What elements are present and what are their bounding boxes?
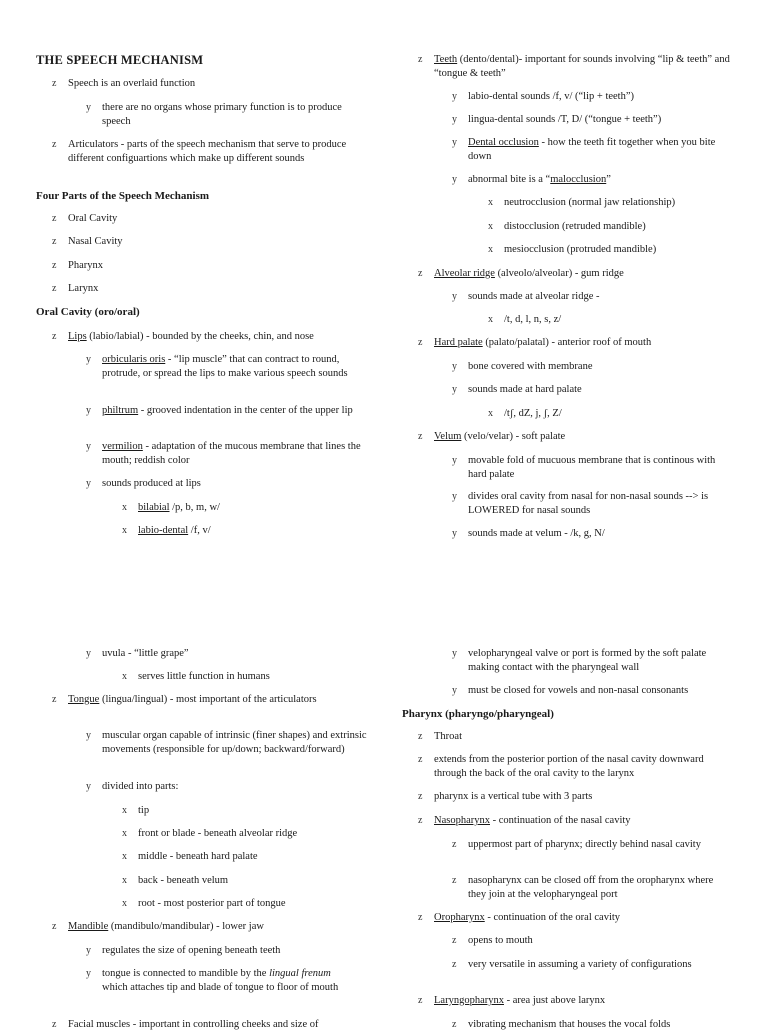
term: Alveolar ridge	[434, 268, 495, 279]
list-item	[452, 934, 732, 948]
list-item	[452, 874, 732, 902]
list-item	[452, 527, 732, 541]
list-item	[86, 353, 362, 381]
item-text: Articulators - parts of the speech mechanism that serve to produce different configuartions which make up different sounds	[68, 139, 347, 164]
list-item	[488, 243, 732, 257]
term: bilabial	[138, 502, 170, 513]
list-item	[452, 360, 732, 374]
item-text: there are no organs whose primary function is to produce speech	[102, 102, 342, 127]
bullet-y: y	[452, 91, 457, 102]
bullet-y: y	[86, 478, 91, 489]
list-item	[52, 212, 352, 226]
list-item	[86, 729, 368, 757]
item-text: - continuation of the nasal cavity	[490, 815, 631, 826]
bullet-y: y	[86, 730, 91, 741]
list-item	[86, 101, 362, 129]
item-text: middle - beneath hard palate	[138, 851, 258, 862]
item-text: bone covered with membrane	[468, 361, 593, 372]
list-item	[52, 920, 362, 934]
item-text: muscular organ capable of intrinsic (finer shapes) and extrinsic movements (responsible for up/down; backward/forward)	[102, 730, 367, 755]
item-text: extends from the posterior portion of the nasal cavity downward through the back of the oral cavity to the larynx	[434, 754, 704, 779]
item-text: (labio/labial) - bounded by the cheeks, chin, and nose	[86, 331, 314, 342]
list-item	[86, 404, 362, 418]
item-text: Nasal Cavity	[68, 236, 123, 247]
list-item	[418, 994, 730, 1008]
list-item	[418, 267, 730, 281]
item-text: sounds produced at lips	[102, 478, 201, 489]
list-item	[52, 259, 352, 273]
item-text: back - beneath velum	[138, 875, 229, 886]
bullet-z: z	[452, 839, 457, 850]
term: malocclusion	[550, 174, 607, 185]
item-text: which attaches tip and blade of tongue to floor of mouth	[102, 982, 339, 993]
bullet-z: z	[418, 731, 423, 742]
list-item	[122, 897, 362, 911]
section-heading: Four Parts of the Speech Mechanism	[36, 190, 210, 202]
bullet-y: y	[86, 968, 91, 979]
bullet-x: x	[488, 197, 493, 208]
list-item	[52, 330, 372, 344]
list-item	[418, 730, 730, 744]
bullet-x: x	[122, 851, 127, 862]
bullet-y: y	[86, 945, 91, 956]
list-item	[52, 282, 352, 296]
list-item	[122, 850, 362, 864]
term: labio-dental	[138, 525, 189, 536]
list-item	[488, 196, 732, 210]
bullet-y: y	[86, 405, 91, 416]
list-item	[488, 407, 732, 421]
list-item	[122, 804, 362, 818]
item-text: neutrocclusion (normal jaw relationship)	[504, 197, 676, 208]
bullet-z: z	[52, 260, 57, 271]
item-text: Pharynx	[68, 260, 103, 271]
bullet-y: y	[452, 174, 457, 185]
item-text: Facial muscles - important in controlling cheeks and size of	[68, 1019, 319, 1030]
list-item	[418, 336, 730, 350]
term: Tongue	[68, 694, 100, 705]
item-text: sounds made at velum - /k, g, N/	[468, 528, 605, 539]
item-text: /p, b, m, w/	[169, 502, 220, 513]
list-item	[86, 477, 362, 491]
term: Teeth	[434, 54, 458, 65]
item-text: front or blade - beneath alveolar ridge	[138, 828, 298, 839]
list-item	[418, 430, 730, 444]
item-text: (mandibulo/mandibular) - lower jaw	[108, 921, 264, 932]
item-text: labio-dental sounds /f, v/ (“lip + teeth”)	[468, 91, 635, 102]
item-text: (palato/palatal) - anterior roof of mouth	[482, 337, 652, 348]
item-text: - “lip muscle” that can contract to round, protrude, or spread the lips to make various speech sounds	[102, 354, 348, 379]
item-text: velopharyngeal valve or port is formed by the soft palate making contact with the pharyngeal wall	[468, 648, 707, 673]
item-text: - adaptation of the mucous membrane that lines the mouth; reddish color	[102, 441, 361, 466]
list-item	[52, 235, 352, 249]
item-text: - area just above larynx	[503, 995, 606, 1006]
bullet-z: z	[52, 236, 57, 247]
term: Mandible	[68, 921, 109, 932]
item-text: root - most posterior part of tongue	[138, 898, 286, 909]
list-item	[452, 136, 732, 164]
list-item	[418, 911, 730, 925]
item-text: Speech is an overlaid function	[68, 78, 196, 89]
bullet-z: z	[52, 921, 57, 932]
bullet-z: z	[52, 283, 57, 294]
item-text: - continuation of the oral cavity	[484, 912, 621, 923]
item-text: very versatile in assuming a variety of configurations	[468, 959, 692, 970]
term: vermilion	[102, 441, 143, 452]
list-item	[452, 958, 702, 972]
list-item	[452, 290, 732, 304]
item-text: uppermost part of pharynx; directly behind nasal cavity	[468, 839, 701, 850]
bullet-z: z	[418, 268, 423, 279]
list-item	[86, 440, 362, 468]
list-item	[488, 313, 732, 327]
item-text: - how the teeth fit together when you bite down	[468, 137, 716, 162]
item-text: Oral Cavity	[68, 213, 118, 224]
term: Velum	[434, 431, 462, 442]
item-text: pharynx is a vertical tube with 3 parts	[434, 791, 593, 802]
term: philtrum	[102, 405, 139, 416]
item-text: serves little function in humans	[138, 671, 270, 682]
list-item	[452, 838, 728, 852]
item-text: mesiocclusion (protruded mandible)	[504, 244, 657, 255]
bullet-y: y	[86, 354, 91, 365]
item-text: tip	[138, 805, 150, 816]
item-text: lingua-dental sounds /T, D/ (“tongue + teeth”)	[468, 114, 662, 125]
bullet-z: z	[418, 54, 423, 65]
bullet-z: z	[418, 912, 423, 923]
section-heading: Pharynx (pharyngo/pharyngeal)	[402, 708, 554, 720]
bullet-x: x	[122, 502, 127, 513]
item-text: divides oral cavity from nasal for non-nasal sounds --> is LOWERED for nasal sounds	[468, 491, 709, 516]
bullet-x: x	[488, 408, 493, 419]
list-item	[452, 490, 738, 518]
item-text: /f, v/	[188, 525, 211, 536]
item-text: (dento/dental)- important for sounds involving “lip & teeth” and “tongue & teeth”	[434, 54, 730, 79]
list-item	[452, 1018, 742, 1032]
bullet-z: z	[52, 1019, 57, 1030]
bullet-y: y	[86, 441, 91, 452]
item-text: must be closed for vowels and non-nasal consonants	[468, 685, 689, 696]
list-item	[452, 90, 732, 104]
list-item	[86, 780, 362, 794]
term: Lips	[68, 331, 87, 342]
item-text: /t, d, l, n, s, z/	[504, 314, 562, 325]
bullet-y: y	[452, 455, 457, 466]
item-text: tongue is connected to mandible by the	[102, 968, 270, 979]
bullet-z: z	[452, 959, 457, 970]
item-text: - grooved indentation in the center of the upper lip	[138, 405, 353, 416]
bullet-z: z	[418, 995, 423, 1006]
list-item	[122, 874, 362, 888]
list-item	[122, 670, 362, 684]
list-item	[52, 1018, 382, 1032]
term: Nasopharynx	[434, 815, 490, 826]
list-item	[122, 524, 362, 538]
item-text: divided into parts:	[102, 781, 179, 792]
list-item	[86, 967, 356, 995]
bullet-y: y	[86, 648, 91, 659]
item-text: (alveolo/alveolar) - gum ridge	[494, 268, 624, 279]
bullet-y: y	[452, 491, 457, 502]
bullet-y: y	[86, 102, 91, 113]
item-text: regulates the size of opening beneath teeth	[102, 945, 281, 956]
bullet-z: z	[52, 213, 57, 224]
list-item	[52, 693, 322, 707]
term: Hard palate	[434, 337, 483, 348]
term: orbicularis oris	[102, 354, 166, 365]
item-text: movable fold of mucuous membrane that is continous with hard palate	[468, 455, 716, 480]
bullet-x: x	[488, 221, 493, 232]
item-text: distocclusion (retruded mandible)	[504, 221, 646, 232]
list-item	[418, 53, 730, 81]
item-text: sounds made at alveolar ridge -	[468, 291, 600, 302]
bullet-y: y	[452, 114, 457, 125]
bullet-z: z	[418, 815, 423, 826]
bullet-y: y	[452, 361, 457, 372]
list-item	[52, 77, 362, 91]
bullet-y: y	[452, 648, 457, 659]
list-item	[452, 113, 732, 127]
bullet-z: z	[52, 694, 57, 705]
bullet-z: z	[452, 1019, 457, 1030]
bullet-z: z	[452, 875, 457, 886]
item-text: ”	[606, 174, 611, 185]
list-item	[86, 944, 362, 958]
bullet-x: x	[122, 525, 127, 536]
bullet-z: z	[52, 139, 57, 150]
bullet-x: x	[488, 244, 493, 255]
list-item	[122, 501, 362, 515]
bullet-x: x	[122, 875, 127, 886]
bullet-y: y	[452, 384, 457, 395]
list-item	[452, 647, 732, 675]
term: Oropharynx	[434, 912, 485, 923]
bullet-z: z	[452, 935, 457, 946]
bullet-z: z	[418, 431, 423, 442]
bullet-z: z	[418, 791, 423, 802]
list-item	[452, 383, 732, 397]
bullet-z: z	[418, 754, 423, 765]
section-heading: Oral Cavity (oro/oral)	[36, 306, 140, 318]
bullet-x: x	[488, 314, 493, 325]
item-text: uvula - “little grape”	[102, 648, 189, 659]
list-item	[452, 454, 720, 482]
bullet-y: y	[86, 781, 91, 792]
item-text: Throat	[434, 731, 462, 742]
term-italic: lingual frenum	[269, 968, 331, 979]
list-item	[452, 684, 742, 698]
bullet-x: x	[122, 898, 127, 909]
list-item	[418, 790, 730, 804]
bullet-x: x	[122, 828, 127, 839]
bullet-z: z	[418, 337, 423, 348]
bullet-x: x	[122, 671, 127, 682]
list-item	[452, 173, 732, 187]
bullet-x: x	[122, 805, 127, 816]
term: Laryngopharynx	[434, 995, 504, 1006]
document-title: THE SPEECH MECHANISM	[36, 53, 204, 67]
item-text: /tʃ, dZ, j, ʃ, Z/	[504, 408, 562, 419]
bullet-y: y	[452, 685, 457, 696]
item-text: opens to mouth	[468, 935, 533, 946]
bullet-y: y	[452, 137, 457, 148]
term: Dental occlusion	[468, 137, 539, 148]
bullet-z: z	[52, 78, 57, 89]
item-text: (lingua/lingual) - most important of the articulators	[99, 694, 317, 705]
list-item	[488, 220, 732, 234]
list-item	[418, 814, 730, 828]
bullet-z: z	[52, 331, 57, 342]
item-text: vibrating mechanism that houses the vocal folds	[468, 1019, 671, 1030]
list-item	[418, 753, 734, 781]
list-item	[52, 138, 364, 166]
item-text: nasopharynx can be closed off from the oropharynx where they join at the velopharyngeal port	[468, 875, 714, 900]
item-text: Larynx	[68, 283, 99, 294]
list-item	[122, 827, 362, 841]
bullet-y: y	[452, 528, 457, 539]
bullet-y: y	[452, 291, 457, 302]
item-text: abnormal bite is a “	[468, 174, 551, 185]
list-item	[86, 647, 362, 661]
item-text: sounds made at hard palate	[468, 384, 582, 395]
item-text: (velo/velar) - soft palate	[461, 431, 566, 442]
